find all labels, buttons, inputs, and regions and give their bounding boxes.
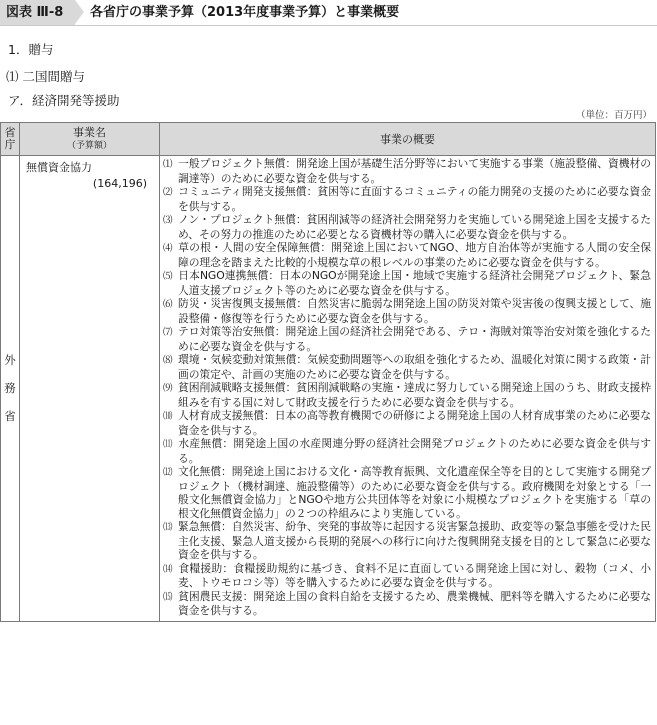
header-ministry-char: 庁 bbox=[4, 138, 16, 151]
unit-note: （単位：百万円） bbox=[575, 110, 652, 121]
item-text: 日本NGO連携無償：日本のNGOが開発途上国・地域で実施する経済社会開発プロジェクト、緊急人道支援プロジェクト等のために必要な資金を供与する。 bbox=[178, 269, 651, 297]
item-text: 防災・災害復興支援無償：自然災害に脆弱な開発途上国の防災対策や災害後の復興支援として、施設整備・修復等を行うために必要な資金を供与する。 bbox=[178, 297, 651, 325]
program-name: 無償資金協力 bbox=[26, 161, 92, 174]
table-row bbox=[1, 156, 656, 622]
header-ministry bbox=[1, 123, 20, 156]
chevron-arrow-icon bbox=[75, 0, 84, 24]
item-number: ⑸ bbox=[163, 271, 173, 282]
item-number: ⑴ bbox=[163, 159, 173, 170]
ministry-char: 外 bbox=[4, 353, 16, 368]
item-number: ⑹ bbox=[163, 299, 173, 310]
item-text: 文化無償：開発途上国における文化・高等教育振興、文化遺産保全等を目的として実施する開発プロジェクト（機材調達、施設整備等）のために必要な資金を供与する。政府機関を対象とする「一般文化無償資金協力」とNGOや地方公共団体等を対象に小規模なプロジェクトを実施する「草の根文化無償資金協力」の２つの枠組みにより実施している。 bbox=[178, 465, 651, 520]
figure-title-bar bbox=[0, 0, 657, 26]
list-item bbox=[163, 213, 651, 241]
item-text: 緊急無償：自然災害、紛争、突発的事故等に起因する災害緊急援助、政変等の緊急事態を受けた民主化支援、緊急人道支援から長期的発展への移行に向けた復興開発支援を目的として緊急に必要な資金を供与する。 bbox=[178, 520, 651, 561]
table-header-row bbox=[1, 123, 656, 156]
program-cell bbox=[20, 156, 160, 622]
item-number: ⑽ bbox=[163, 411, 173, 422]
list-item bbox=[163, 269, 651, 297]
list-item bbox=[163, 241, 651, 269]
figure-title: 各省庁の事業予算（2013年度事業予算）と事業概要 bbox=[90, 5, 400, 20]
item-number: ⒁ bbox=[163, 563, 173, 575]
heading-level-1: 1．贈与 bbox=[8, 42, 54, 57]
list-item bbox=[163, 157, 651, 185]
item-number: ⑶ bbox=[163, 215, 173, 226]
item-text: 人材育成支援無償：日本の高等教育機関での研修による開発途上国の人材育成事業のために必要な資金を供与する。 bbox=[178, 409, 651, 437]
item-number: ⑻ bbox=[163, 355, 173, 366]
item-text: 貧困削減戦略支援無償：貧困削減戦略の実施・達成に努力している開発途上国のうち、財政支援枠組みを有する国に対して財政支援を行うために必要な資金を供与する。 bbox=[178, 381, 651, 409]
item-text: コミュニティ開発支援無償：貧困等に直面するコミュニティの能力開発の支援のために必要な資金を供与する。 bbox=[178, 185, 651, 213]
item-text: ノン・プロジェクト無償：貧困削減等の経済社会開発努力を実施している開発途上国を支援するため、その努力の推進のために必要となる資機材等の購入に必要な資金を供与する。 bbox=[178, 213, 651, 241]
list-item bbox=[163, 562, 651, 590]
item-number: ⑺ bbox=[163, 327, 173, 338]
item-text: 環境・気候変動対策無償：気候変動問題等への取組を強化するため、温暖化対策に関する政策・計画の策定や、計画の実施のために必要な資金を供与する。 bbox=[178, 353, 651, 381]
item-text: 貧困農民支援：開発途上国の食料自給を支援するため、農業機械、肥料等を購入するために必要な資金を供与する。 bbox=[178, 589, 651, 617]
ministry-cell bbox=[1, 156, 20, 622]
ministry-char: 務 bbox=[4, 381, 16, 396]
item-number: ⒀ bbox=[163, 522, 173, 533]
budget-table bbox=[0, 122, 656, 622]
program-amount: (164,196) bbox=[92, 177, 147, 190]
ministry-char: 省 bbox=[4, 409, 16, 424]
item-text: テロ対策等治安無償：開発途上国の経済社会開発である、テロ・海賊対策等治安対策を強化するために必要な資金を供与する。 bbox=[178, 325, 651, 353]
header-program-name bbox=[20, 123, 160, 156]
heading-level-3: ア．経済開発等援助 bbox=[8, 93, 120, 108]
header-budget-label: （予算額） bbox=[66, 141, 112, 151]
list-item bbox=[163, 297, 651, 325]
item-number: ⒂ bbox=[163, 591, 173, 603]
list-item bbox=[163, 520, 651, 562]
overview-cell bbox=[160, 156, 656, 622]
header-program-name-label: 事業名 bbox=[73, 126, 106, 139]
list-item bbox=[163, 185, 651, 213]
item-text: 草の根・人間の安全保障無償：開発途上国においてNGO、地方自治体等が実施する人間の安全保障の理念を踏まえた比較的小規模な草の根レベルの事業のために必要な資金を供与する。 bbox=[178, 241, 651, 269]
item-number: ⑾ bbox=[163, 439, 173, 450]
list-item bbox=[163, 381, 651, 409]
item-text: 水産無償：開発途上国の水産関連分野の経済社会開発プロジェクトのために必要な資金を供与する。 bbox=[178, 437, 651, 465]
item-text: 一般プロジェクト無償：開発途上国が基礎生活分野等において実施する事業（施設整備、資機材の調達等）のために必要な資金を供与する。 bbox=[178, 157, 651, 185]
figure-label: 図表 Ⅲ-8 bbox=[0, 0, 75, 25]
item-text: 食糧援助：食糧援助規約に基づき、食料不足に直面している開発途上国に対し、穀物（コメ、小麦、トウモロコシ等）等を購入するために必要な資金を供与する。 bbox=[178, 561, 651, 589]
item-number: ⑷ bbox=[163, 243, 173, 254]
list-item bbox=[163, 353, 651, 381]
item-number: ⑼ bbox=[163, 383, 173, 394]
header-ministry-char: 省 bbox=[4, 126, 16, 139]
list-item bbox=[163, 409, 651, 437]
list-item bbox=[163, 325, 651, 353]
list-item bbox=[163, 465, 651, 520]
list-item bbox=[163, 437, 651, 465]
heading-level-2: ⑴ 二国間贈与 bbox=[6, 69, 85, 84]
header-overview: 事業の概要 bbox=[160, 123, 656, 156]
item-number: ⑿ bbox=[163, 467, 173, 478]
list-item bbox=[163, 590, 651, 618]
item-number: ⑵ bbox=[163, 187, 173, 198]
